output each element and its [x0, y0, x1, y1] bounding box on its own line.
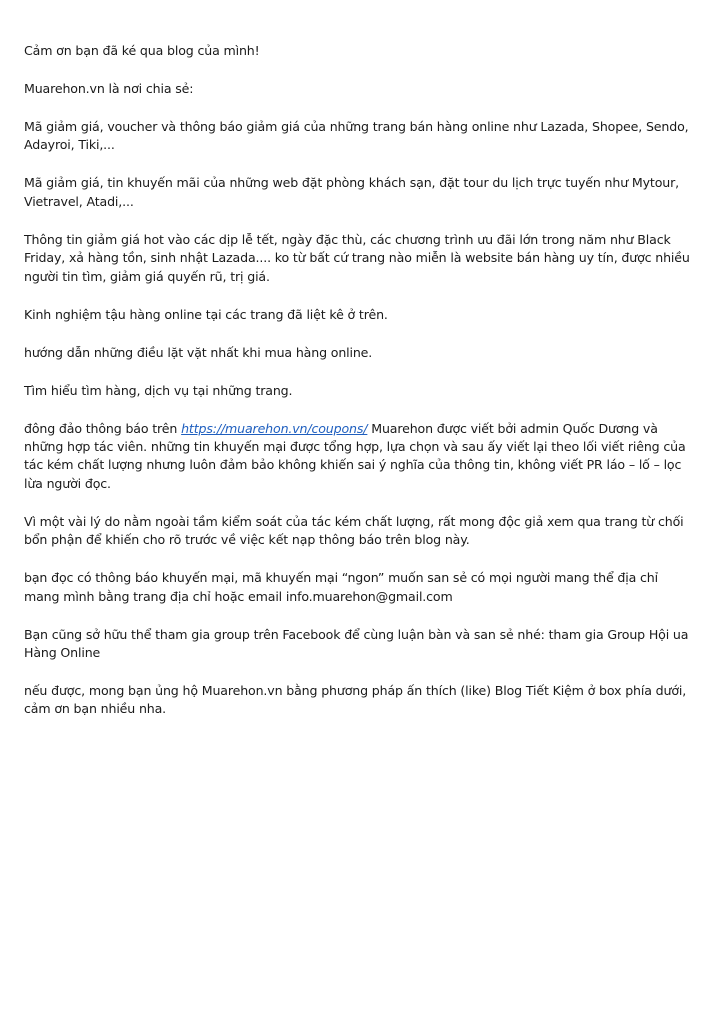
paragraph-disclaimer: Vì một vài lý do nằm ngoài tầm kiểm soát của tác kém chất lượng, rất mong độc giả xem qua trang từ chối bổn phận để khiến cho rõ trước về việc kết nạp thông báo trên blog này.: [24, 513, 684, 548]
paragraph-intro: Muarehon.vn là nơi chia sẻ:: [24, 81, 194, 96]
paragraph-shopping-experience: Kinh nghiệm tậu hàng online tại các trang đã liệt kê ở trên.: [24, 306, 388, 322]
paragraph-authors-before: đông đảo thông báo trên: [24, 420, 182, 436]
coupons-link[interactable]: https://muarehon.vn/coupons/: [181, 420, 368, 436]
paragraph-product-research: Tìm hiểu tìm hàng, dịch vụ tại những trang.: [24, 382, 293, 398]
paragraph-hot-deals: Thông tin giảm giá hot vào các dịp lễ tết, ngày đặc thù, các chương trình ưu đãi lớn trong năm như Black Friday, xả hàng tồn, sinh nhật Lazada.... ko từ bất cứ trang nào miễn là website bán hàng uy tín, được nhiều người tin tìm, giảm giá quyến rũ, trị giá.: [24, 231, 690, 284]
paragraph-share-deals: bạn đọc có thông báo khuyến mại, mã khuyến mại “ngon” muốn san sẻ có mọi người mang thể địa chỉ mang mình bằng trang địa chỉ hoặc email info.muarehon@gmail.com: [24, 570, 658, 604]
paragraph-facebook-group: Bạn cũng sở hữu thể tham gia group trên Facebook để cùng luận bàn và san sẻ nhé: tham gia Group Hội ua Hàng Online: [24, 626, 689, 661]
paragraph-ecommerce-coupons: Mã giảm giá, voucher và thông báo giảm giá của những trang bán hàng online như Lazada, Shopee, Sendo, Adayroi, Tiki,...: [24, 119, 689, 153]
paragraph-authors: [24, 420, 696, 494]
paragraph-support: nếu được, mong bạn ủng hộ Muarehon.vn bằng phương pháp ấn thích (like) Blog Tiết Kiệm ở box phía dưới, cảm ơn bạn nhiều nha.: [24, 683, 687, 717]
paragraph-thanks: Cảm ơn bạn đã ké qua blog của mình!: [24, 43, 260, 58]
paragraph-travel-coupons: Mã giảm giá, tin khuyến mãi của những web đặt phòng khách sạn, đặt tour du lịch trực tuyến như Mytour, Vietravel, Atadi,...: [24, 175, 679, 209]
document-body: [24, 42, 696, 738]
paragraph-shopping-guide: hướng dẫn những điều lặt vặt nhất khi mua hàng online.: [24, 344, 373, 360]
paragraph-authors-after: Muarehon được viết bởi admin Quốc Dương và những hợp tác viên. những tin khuyến mại được tổng hợp, lựa chọn và sau ấy viết lại theo lối viết riêng của tác kém chất lượng nhưng luôn đảm bảo không khiến sai ý nghĩa của thông tin, không viết PR láo – lố – lọc lừa người đọc.: [24, 420, 686, 491]
